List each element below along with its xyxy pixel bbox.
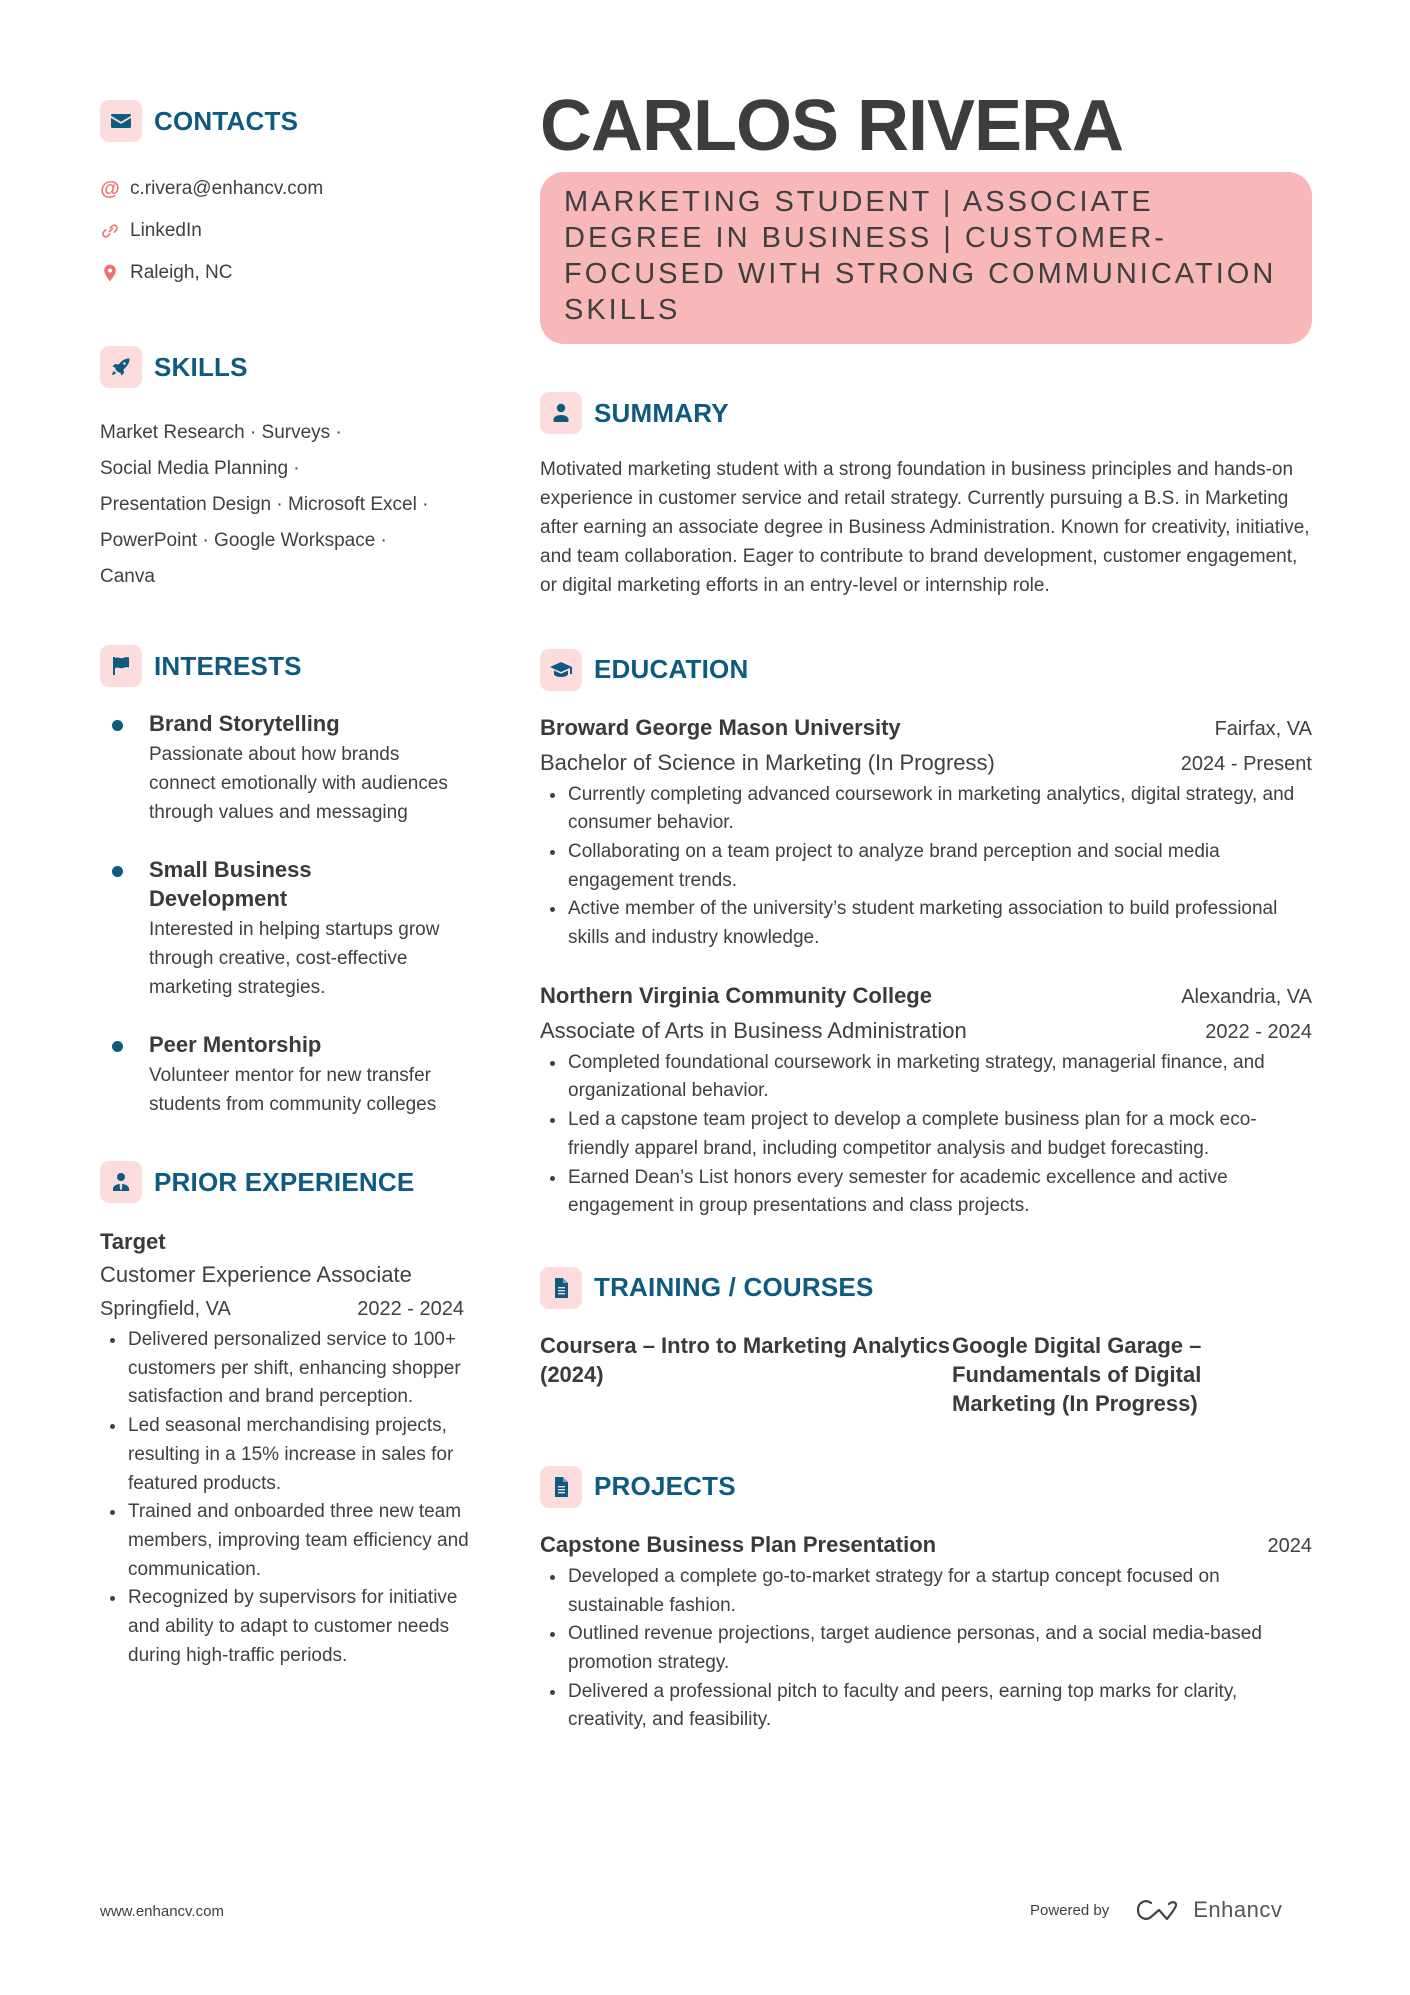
training-heading (540, 1267, 1312, 1309)
bullet-item: Earned Dean’s List honors every semester for academic excellence and active engagement in group presentations and class projects. (540, 1164, 1312, 1221)
experience-title: PRIOR EXPERIENCE (154, 1166, 415, 1197)
right-column (540, 88, 1312, 1735)
experience-section (100, 1161, 470, 1670)
interest-item (100, 709, 470, 827)
bullet-item: Outlined revenue projections, target audience personas, and a social media-based promotion strategy. (540, 1620, 1312, 1677)
bullet-item: Delivered personalized service to 100+ customers per shift, enhancing shopper satisfaction and brand perception. (100, 1326, 470, 1412)
education-entry-subheader (540, 1014, 1312, 1049)
interest-description: Volunteer mentor for new transfer students from community colleges (149, 1065, 437, 1115)
skills-line: Canva (100, 566, 155, 587)
bullet-item: Delivered a professional pitch to faculty and peers, earning top marks for clarity, creativity, and feasibility. (540, 1678, 1312, 1735)
education-entry (540, 979, 1312, 1221)
interest-description: Passionate about how brands connect emotionally with audiences through values and messaging (149, 744, 448, 823)
experience-bullets (100, 1326, 470, 1670)
project-title: Capstone Business Plan Presentation (540, 1531, 937, 1557)
skills-line: PowerPoint · Google Workspace · (100, 530, 387, 551)
bullet-dot-icon (112, 866, 123, 877)
contacts-title: CONTACTS (154, 105, 299, 136)
skills-line: Social Media Planning · (100, 458, 300, 479)
skills-list (100, 415, 470, 595)
skills-title: SKILLS (154, 351, 248, 382)
experience-heading (100, 1161, 470, 1203)
candidate-name: CARLOS RIVERA (540, 86, 1124, 166)
bullet-item: Collaborating on a team project to analyze brand perception and social media engagement trends. (540, 838, 1312, 895)
training-item: Coursera – Intro to Marketing Analytics (2024) (540, 1332, 950, 1387)
headline-tagline: MARKETING STUDENT | ASSOCIATE DEGREE IN BUSINESS | CUSTOMER-FOCUSED WITH STRONG COMMUNICATION SKILLS (540, 172, 1312, 344)
school-name: Broward George Mason University (540, 714, 901, 740)
contact-email-text[interactable]: c.rivera@enhancv.com (130, 178, 324, 199)
education-entry-subheader (540, 746, 1312, 781)
interests-heading (100, 645, 470, 687)
contact-linkedin[interactable] (100, 210, 470, 252)
training-section (540, 1267, 1312, 1418)
skills-line: Market Research · Surveys · (100, 422, 342, 443)
project-bullets (540, 1563, 1312, 1735)
education-section (540, 649, 1312, 1221)
summary-section (540, 392, 1312, 601)
contacts-list (100, 168, 470, 294)
bullet-item: Led a capstone team project to develop a complete business plan for a mock eco-friendly apparel brand, including competitor analysis and budget forecasting. (540, 1106, 1312, 1163)
enhancv-logo-icon (1135, 1897, 1183, 1923)
businessman-icon (100, 1161, 142, 1203)
education-bullets (540, 1049, 1312, 1221)
interest-description: Interested in helping startups grow through creative, cost-effective marketing strategies. (149, 919, 440, 998)
envelope-icon (100, 100, 142, 142)
education-bullets (540, 781, 1312, 953)
enhancv-brand-text: Enhancv (1193, 1897, 1283, 1922)
rocket-icon (100, 346, 142, 388)
degree: Bachelor of Science in Marketing (In Progress) (540, 749, 995, 775)
bullet-item: Recognized by supervisors for initiative and ability to adapt to customer needs during high-traffic periods. (100, 1584, 470, 1670)
contact-linkedin-text[interactable]: LinkedIn (130, 220, 202, 241)
school-name: Northern Virginia Community College (540, 982, 932, 1008)
graduation-cap-icon (540, 649, 582, 691)
link-icon (100, 221, 120, 241)
document-icon (540, 1466, 582, 1508)
experience-dates: 2022 - 2024 (357, 1298, 464, 1320)
bullet-item: Currently completing advanced coursework in marketing analytics, digital strategy, and consumer behavior. (540, 781, 1312, 838)
education-entry (540, 711, 1312, 953)
left-column (100, 100, 470, 1670)
education-entry-header (540, 711, 1312, 746)
at-icon: @ (100, 177, 120, 200)
bullet-item: Trained and onboarded three new team members, improving team efficiency and communication. (100, 1498, 470, 1584)
bullet-dot-icon (112, 1041, 123, 1052)
contact-location-text: Raleigh, NC (130, 262, 233, 283)
training-title: TRAINING / COURSES (594, 1272, 874, 1303)
contacts-heading (100, 100, 470, 142)
education-entry-header (540, 979, 1312, 1014)
education-dates: 2022 - 2024 (1205, 1020, 1312, 1043)
experience-company: Target (100, 1229, 166, 1254)
education-title: EDUCATION (594, 654, 749, 685)
document-icon (540, 1267, 582, 1309)
education-dates: 2024 - Present (1180, 752, 1312, 775)
skills-heading (100, 346, 470, 388)
interest-item (100, 855, 470, 1002)
bullet-item: Active member of the university’s student marketing association to build professional skills and industry knowledge. (540, 895, 1312, 952)
interests-title: INTERESTS (154, 650, 302, 681)
interest-title: Brand Storytelling (149, 711, 340, 736)
projects-title: PROJECTS (594, 1471, 736, 1502)
interest-title: Small Business Development (149, 857, 312, 911)
school-location: Fairfax, VA (1214, 717, 1312, 740)
interests-section (100, 645, 470, 1119)
powered-by[interactable] (1030, 1897, 1282, 1923)
contact-location (100, 252, 470, 294)
school-location: Alexandria, VA (1181, 985, 1312, 1008)
bullet-item: Developed a complete go-to-market strategy for a startup concept focused on sustainable fashion. (540, 1563, 1312, 1620)
contact-email[interactable] (100, 168, 470, 210)
project-entry (540, 1528, 1312, 1735)
summary-heading (540, 392, 1312, 434)
bullet-dot-icon (112, 720, 123, 731)
project-header (540, 1528, 1312, 1563)
flag-icon (100, 645, 142, 687)
interest-item (100, 1030, 470, 1119)
contacts-section (100, 100, 470, 294)
summary-text: Motivated marketing student with a strong foundation in business principles and hands-on experience in customer service and retail strategy. Currently pursuing a B.S. in Marketing after earning an associate degree in Business Administration. Known for creativity, initiative, and team collaboration. Eager to contribute to brand development, customer engagement, or digital marketing efforts in an entry-level or internship role. (540, 459, 1310, 596)
skills-line: Presentation Design · Microsoft Excel · (100, 494, 429, 515)
location-pin-icon (100, 263, 120, 283)
projects-heading (540, 1466, 1312, 1508)
experience-location: Springfield, VA (100, 1298, 231, 1320)
interest-title: Peer Mentorship (149, 1032, 322, 1057)
training-item: Google Digital Garage – Fundamentals of Digital Marketing (In Progress) (952, 1332, 1202, 1416)
projects-section (540, 1466, 1312, 1735)
experience-meta (100, 1292, 464, 1326)
user-icon (540, 392, 582, 434)
footer-website-link[interactable]: www.enhancv.com (100, 1903, 224, 1920)
summary-title: SUMMARY (594, 397, 729, 428)
interests-list (100, 709, 470, 1119)
bullet-item: Completed foundational coursework in marketing strategy, managerial finance, and organizational behavior. (540, 1049, 1312, 1106)
bullet-item: Led seasonal merchandising projects, resulting in a 15% increase in sales for featured products. (100, 1412, 470, 1498)
skills-section (100, 346, 470, 595)
experience-role: Customer Experience Associate (100, 1262, 412, 1287)
degree: Associate of Arts in Business Administration (540, 1017, 967, 1043)
powered-by-label: Powered by (1030, 1901, 1110, 1919)
education-heading (540, 649, 1312, 691)
training-list (540, 1331, 1312, 1418)
project-date: 2024 (1267, 1534, 1312, 1557)
